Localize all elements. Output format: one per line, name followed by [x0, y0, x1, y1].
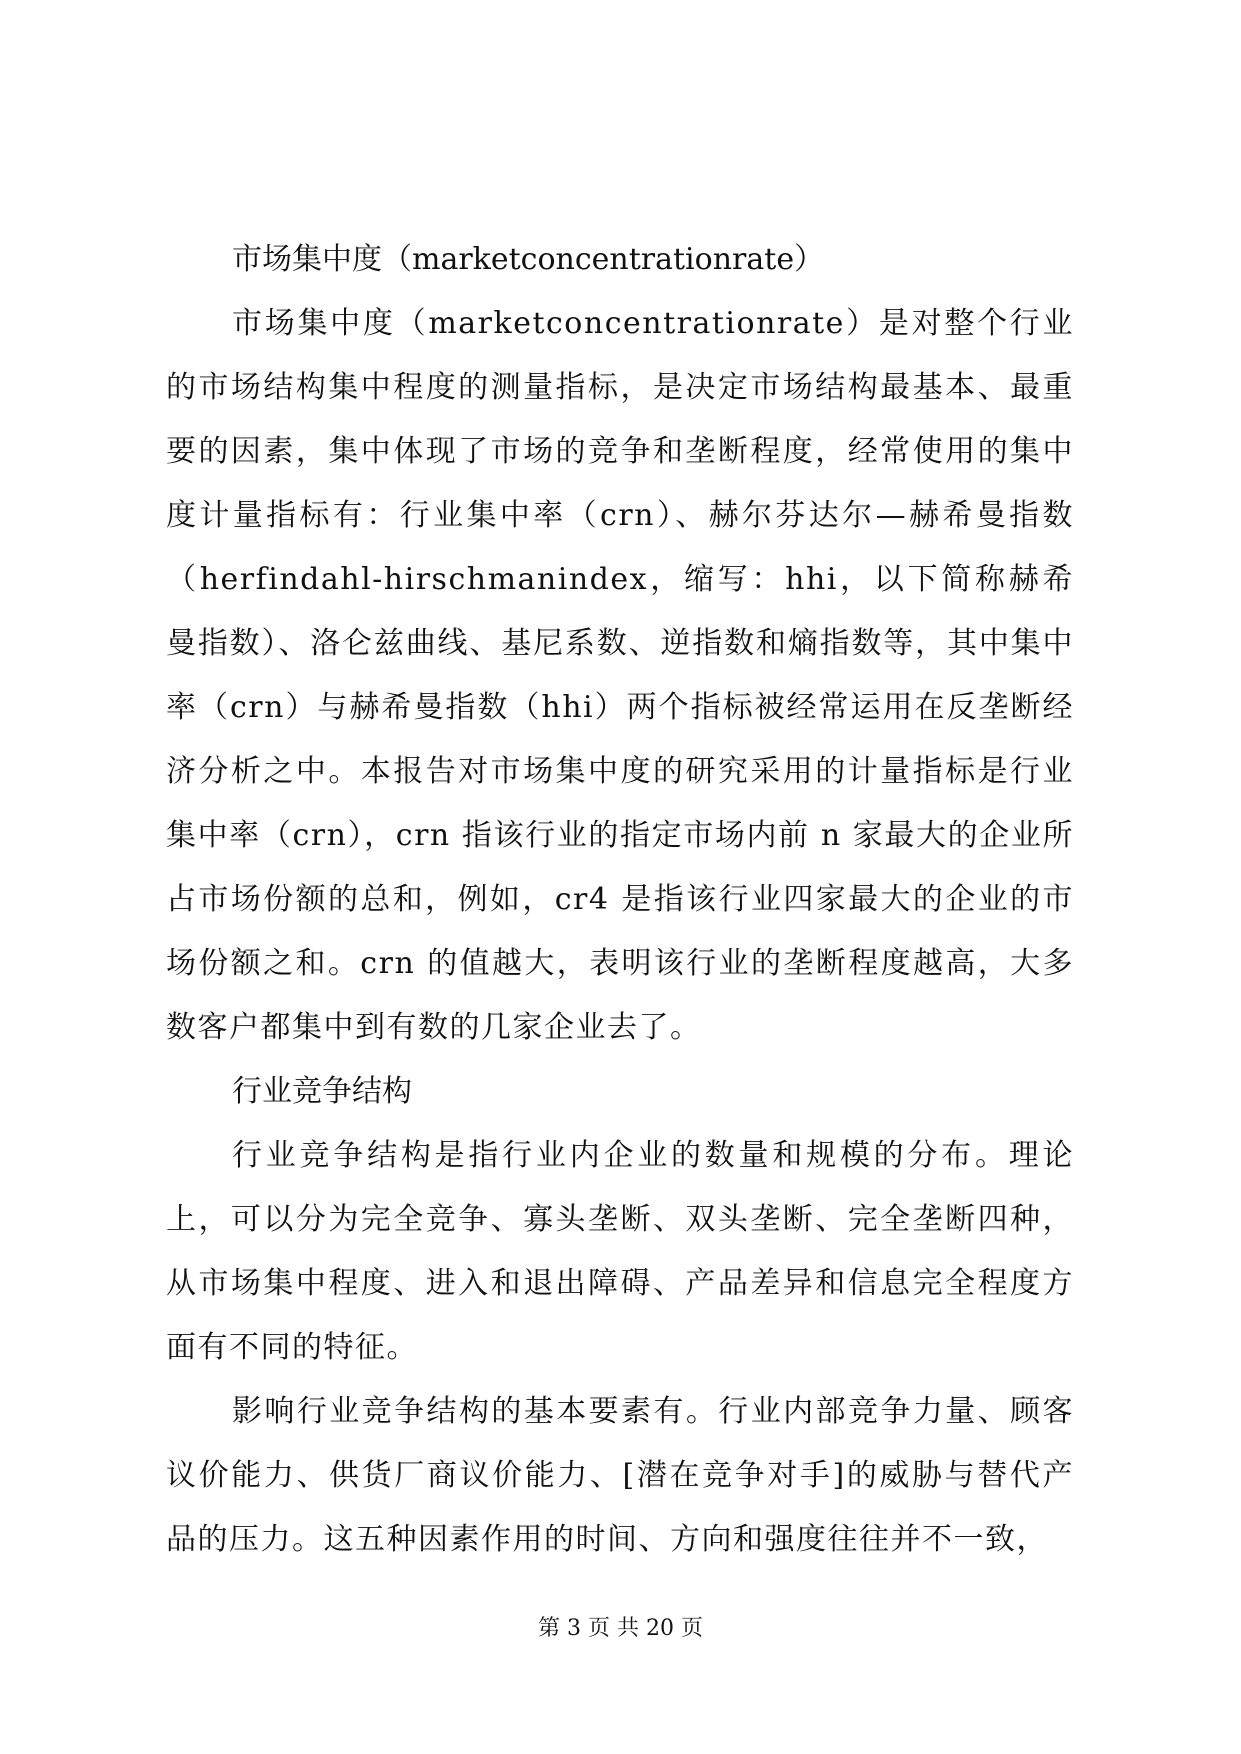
paragraph-market-concentration: 市场集中度（marketconcentrationrate）是对整个行业的市场结构集中程度的测量指标，是决定市场结构最基本、最重要的因素，集中体现了市场的竞争和垄断程度，经常使用的集中度计量指标有：行业集中率（crn）、赫尔芬达尔—赫希曼指数（herfindahl-hirschmanindex，缩写：hhi，以下简称赫希曼指数）、洛仑兹曲线、基尼系数、逆指数和熵指数等，其中集中率（crn）与赫希曼指数（hhi）两个指标被经常运用在反垄断经济分析之中。本报告对市场集中度的研究采用的计量指标是行业集中率（crn），crn 指该行业的指定市场内前 n 家最大的企业所占市场份额的总和，例如，cr4 是指该行业四家最大的企业的市场份额之和。crn 的值越大，表明该行业的垄断程度越高，大多数客户都集中到有数的几家企业去了。 — [166, 306, 1074, 1045]
paragraph-competition-structure-factors: 影响行业竞争结构的基本要素有。行业内部竞争力量、顾客议价能力、供货厂商议价能力、[潜在竞争对手]的威胁与替代产品的压力。这五种因素作用的时间、方向和强度往往并不一致， — [166, 1394, 1074, 1557]
page-number-footer: 第 3 页 共 20 页 — [538, 1616, 703, 1641]
section-heading-market-concentration: 市场集中度（marketconcentrationrate） — [232, 242, 825, 277]
paragraph-competition-structure-definition: 行业竞争结构是指行业内企业的数量和规模的分布。理论上，可以分为完全竞争、寡头垄断、双头垄断、完全垄断四种，从市场集中程度、进入和退出障碍、产品差异和信息完全程度方面有不同的特征。 — [166, 1138, 1074, 1365]
section-heading-competition-structure: 行业竞争结构 — [232, 1074, 412, 1109]
document-body — [166, 228, 1074, 1572]
